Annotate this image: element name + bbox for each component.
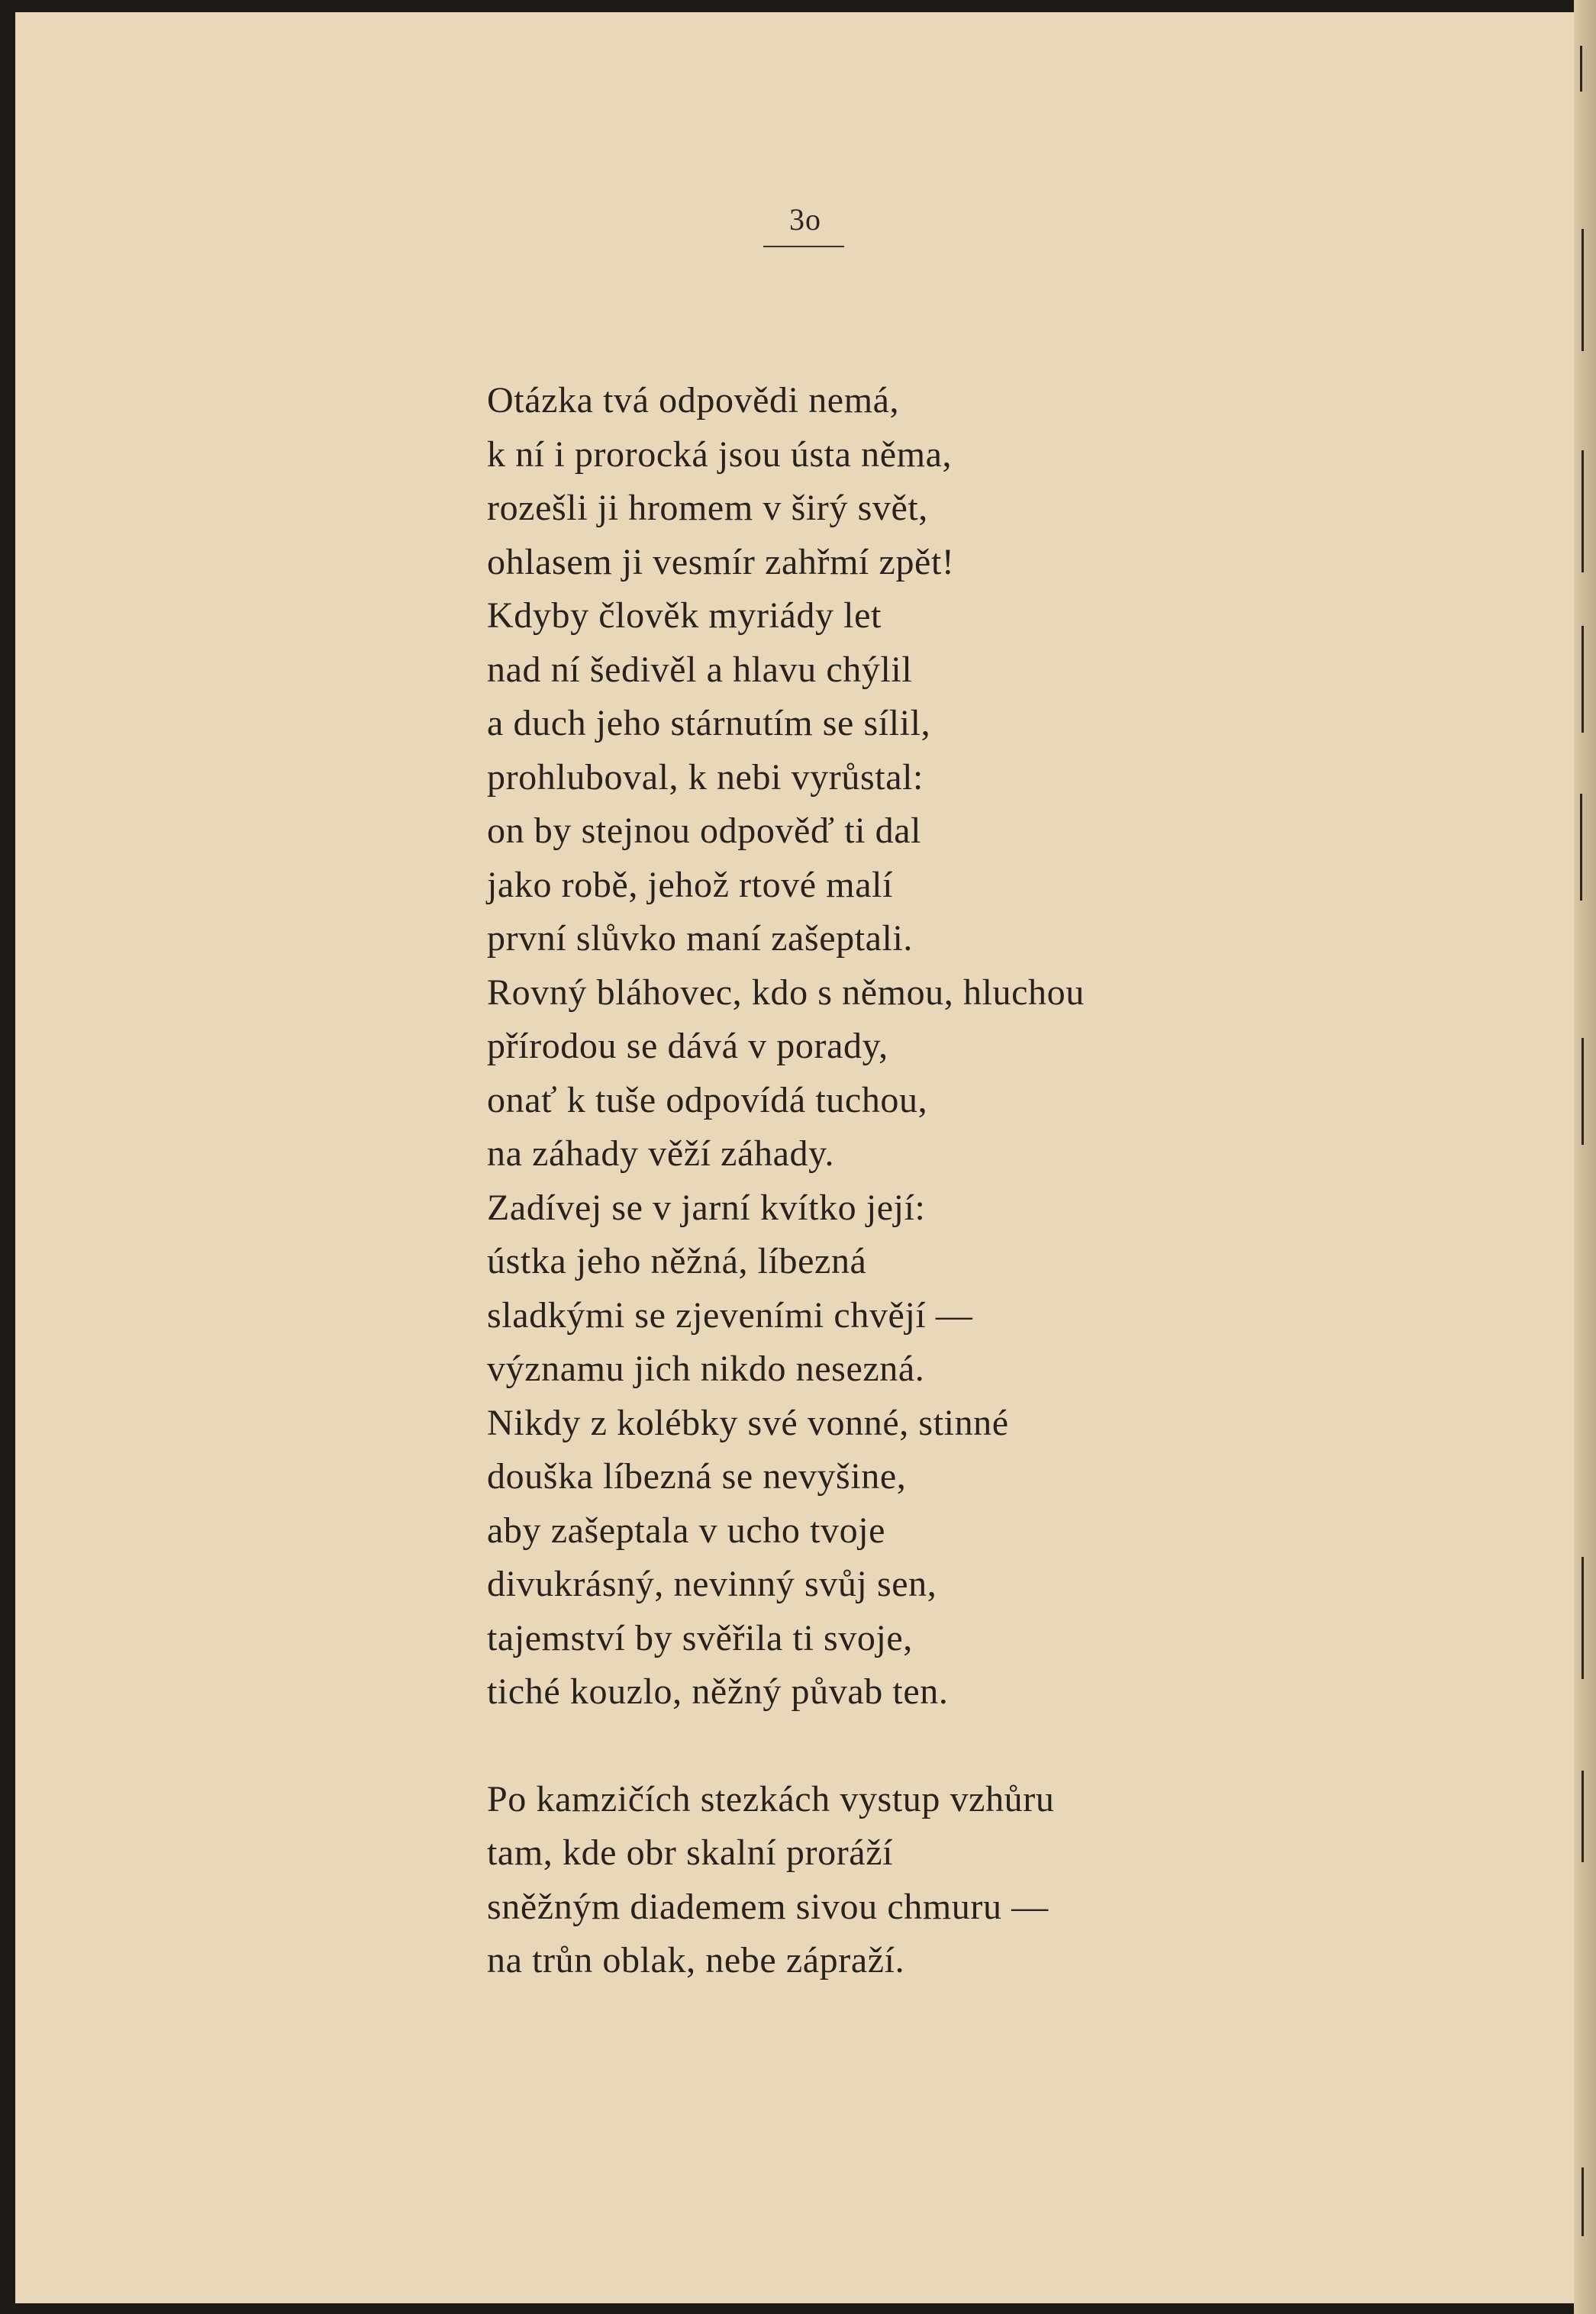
poem-line: douška líbezná se nevyšine, — [487, 1456, 907, 1497]
stanza-2 — [487, 1773, 1085, 1988]
poem-line: tajemství by svěřila ti svoje, — [487, 1617, 913, 1658]
poem-line: na záhady věží záhady. — [487, 1133, 835, 1174]
poem-line: rozešli ji hromem v širý svět, — [487, 488, 928, 528]
poem-line: první slůvko maní zašeptali. — [487, 918, 914, 959]
poem-line: ústka jeho něžná, líbezná — [487, 1241, 867, 1281]
poem-line: přírodou se dává v porady, — [487, 1026, 888, 1066]
edge-mark — [1580, 46, 1582, 92]
poem-text — [487, 374, 1085, 1988]
poem-line: k ní i prorocká jsou ústa něma, — [487, 433, 953, 475]
edge-mark — [1581, 1038, 1584, 1145]
poem-line: významu jich nikdo nesezná. — [487, 1349, 925, 1389]
poem-line: sněžným diademem sivou chmuru — — [487, 1886, 1049, 1927]
page-number-rule — [763, 246, 844, 247]
poem-line: Zadívej se v jarní kvítko její: — [487, 1187, 926, 1228]
edge-mark — [1581, 1557, 1584, 1679]
poem-line: onať k tuše odpovídá tuchou, — [487, 1079, 928, 1120]
poem-line: Po kamzičích stezkách vystup vzhůru — [487, 1778, 1055, 1819]
edge-mark — [1581, 1771, 1584, 1862]
poem-line: on by stejnou odpověď ti dal — [487, 811, 922, 851]
poem-line: prohluboval, k nebi vyrůstal: — [487, 756, 924, 798]
poem-line: Nikdy z kolébky své vonné, stinné — [487, 1402, 1009, 1443]
scan-border-top — [0, 0, 1596, 12]
poem-line: sladkými se zjeveními chvějí — — [487, 1294, 973, 1336]
scan-page-edge-right — [1574, 0, 1596, 2314]
scan-border-left — [0, 0, 15, 2314]
edge-mark — [1581, 450, 1584, 572]
edge-mark — [1581, 2167, 1584, 2236]
edge-mark — [1580, 794, 1582, 901]
edge-mark — [1581, 626, 1584, 733]
poem-line: na trůn oblak, nebe zápraží. — [487, 1940, 905, 1980]
poem-line: jako robě, jehož rtové malí — [487, 864, 894, 905]
stanza-1 — [487, 374, 1085, 1719]
poem-line: Kdyby člověk myriády let — [487, 595, 882, 636]
poem-line: aby zašeptala v ucho tvoje — [487, 1510, 886, 1551]
poem-line: a duch jeho stárnutím se sílil, — [487, 703, 931, 743]
poem-line: divukrásný, nevinný svůj sen, — [487, 1564, 937, 1604]
poem-line: Rovný bláhovec, kdo s němou, hluchou — [487, 972, 1085, 1013]
poem-line: nad ní šedivěl a hlavu chýlil — [487, 649, 913, 690]
poem-line: tam, kde obr skalní proráží — [487, 1832, 894, 1873]
poem-line: ohlasem ji vesmír zahřmí zpět! — [487, 541, 955, 582]
edge-mark — [1581, 229, 1584, 351]
page-number: 3o — [789, 202, 821, 237]
poem-line: tiché kouzlo, něžný půvab ten. — [487, 1671, 949, 1712]
scan-border-bottom — [0, 2303, 1596, 2314]
poem-line: Otázka tvá odpovědi nemá, — [487, 380, 900, 421]
